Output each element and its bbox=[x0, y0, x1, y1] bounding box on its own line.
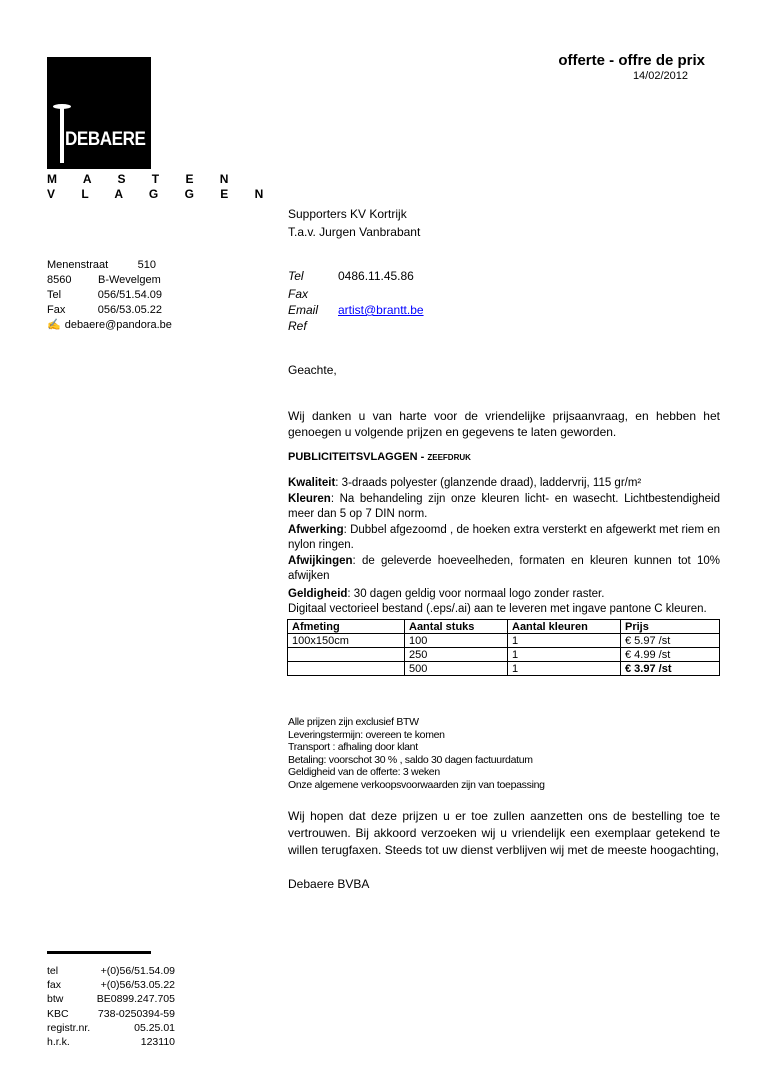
table-cell: 1 bbox=[508, 634, 621, 648]
condition-item: Geldigheid van de offerte: 3 weken bbox=[288, 766, 440, 778]
footer-details bbox=[47, 964, 175, 1049]
fax-label: Fax bbox=[47, 304, 66, 316]
document-date: 14/02/2012 bbox=[632, 70, 688, 82]
table-cell: 100 bbox=[405, 634, 508, 648]
spec-line: Afwijkingen: de geleverde hoeveelheden, formaten en kleuren kunnen tot 10% afwijken bbox=[288, 554, 720, 582]
street-number: 510 bbox=[137, 259, 156, 271]
footer-divider bbox=[47, 951, 151, 954]
document-title: offerte - offre de prix bbox=[558, 52, 705, 69]
footer-label: fax bbox=[47, 979, 62, 992]
product-title: PUBLICITEITSVLAGGEN - bbox=[288, 451, 425, 463]
table-cell: 1 bbox=[508, 662, 621, 676]
table-header: Aantal kleuren bbox=[508, 620, 621, 634]
product-heading bbox=[288, 451, 471, 463]
footer-label: btw bbox=[47, 993, 64, 1006]
table-row bbox=[288, 634, 720, 648]
footer-label: KBC bbox=[47, 1007, 69, 1020]
logo-tagline-1: M A S T E N bbox=[47, 172, 240, 186]
spec-line: Geldigheid: 30 dagen geldig voor normaal logo zonder raster. bbox=[288, 587, 605, 600]
spec-line: Kleuren: Na behandeling zijn onze kleuren licht- en wasecht. Lichtbestendigheid meer dan 5 op 7 DIN norm. bbox=[288, 492, 720, 520]
recipient-tel-label: Tel bbox=[288, 269, 304, 283]
table-header: Afmeting bbox=[288, 620, 405, 634]
logo-name: DEBAERE bbox=[65, 129, 146, 150]
footer-row bbox=[47, 1021, 175, 1035]
intro-paragraph: Wij danken u van harte voor de vriendelijke prijsaanvraag, en hebben het genoegen u volgende prijzen en gegevens te laten geworden. bbox=[288, 409, 720, 439]
table-cell bbox=[288, 662, 405, 676]
spec-line: Kwaliteit: 3-draads polyester (glanzende draad), laddervrij, 115 gr/m² bbox=[288, 477, 642, 489]
conditions-list bbox=[288, 716, 588, 791]
footer-row bbox=[47, 992, 175, 1006]
footer-value: +(0)56/51.54.09 bbox=[100, 965, 175, 977]
recipient-name: Supporters KV Kortrijk bbox=[288, 207, 407, 221]
price-table bbox=[287, 619, 720, 676]
footer-value: 738-0250394-59 bbox=[97, 1007, 175, 1020]
company-address bbox=[47, 258, 172, 333]
footer-row bbox=[47, 1007, 175, 1021]
signature: Debaere BVBA bbox=[288, 877, 370, 891]
postcode: 8560 bbox=[47, 274, 72, 286]
street-label: Menenstraat bbox=[47, 259, 109, 271]
mail-icon: ✍ bbox=[47, 319, 61, 331]
product-specs bbox=[288, 476, 720, 618]
footer-label: tel bbox=[47, 965, 59, 977]
tel-value: 056/51.54.09 bbox=[97, 289, 162, 301]
recipient-tel: 0486.11.45.86 bbox=[338, 269, 414, 283]
footer-value: BE0899.247.705 bbox=[96, 993, 175, 1006]
condition-item: Transport : afhaling door klant bbox=[288, 741, 418, 753]
table-cell: € 3.97 /st bbox=[621, 662, 720, 676]
flagpole-icon bbox=[60, 107, 64, 163]
recipient-email-label: Email bbox=[288, 303, 319, 317]
recipient-fax-label: Fax bbox=[288, 287, 309, 301]
closing-paragraph: Wij hopen dat deze prijzen u er toe zullen aanzetten ons de bestelling toe te vertrouwen. Bij akkoord verzoeken wij u vriendelijk een exemplaar getekend te willen terugfaxen. Steeds tot uw dienst verblijven wij met de meeste hoogachting, bbox=[288, 809, 720, 857]
file-note: Digitaal vectorieel bestand (.eps/.ai) aan te leveren met ingave pantone C kleuren. bbox=[288, 603, 707, 615]
table-cell: 100x150cm bbox=[288, 634, 405, 648]
footer-value: 05.25.01 bbox=[134, 1021, 175, 1034]
table-header-row bbox=[288, 620, 720, 634]
table-header: Prijs bbox=[621, 620, 720, 634]
product-subtitle: ZEEFDRUK bbox=[427, 453, 471, 462]
condition-item: Leveringstermijn: overeen te komen bbox=[288, 728, 445, 741]
table-cell bbox=[288, 648, 405, 662]
spec-line: Afwerking: Dubbel afgezoomd , de hoeken extra versterkt en afgewerkt met riem en nylon ringen. bbox=[288, 523, 720, 551]
condition-item: Onze algemene verkoopsvoorwaarden zijn van toepassing bbox=[288, 778, 545, 791]
table-row bbox=[288, 648, 720, 662]
company-email[interactable]: debaere@pandora.be bbox=[64, 319, 172, 331]
recipient-contact bbox=[288, 268, 424, 334]
footer-value: 123110 bbox=[140, 1036, 175, 1049]
table-cell: 1 bbox=[508, 648, 621, 662]
table-cell: € 5.97 /st bbox=[621, 634, 720, 648]
table-cell: € 4.99 /st bbox=[621, 648, 720, 662]
footer-label: h.r.k. bbox=[47, 1036, 70, 1049]
footer-value: +(0)56/53.05.22 bbox=[100, 979, 175, 992]
fax-value: 056/53.05.22 bbox=[97, 304, 162, 316]
city: B-Wevelgem bbox=[98, 274, 161, 286]
logo-tagline-2: V L A G G E N bbox=[47, 187, 275, 201]
table-cell: 500 bbox=[405, 662, 508, 676]
table-row bbox=[288, 662, 720, 676]
footer-label: registr.nr. bbox=[47, 1021, 91, 1034]
greeting: Geachte, bbox=[288, 363, 337, 377]
recipient-attn: T.a.v. Jurgen Vanbrabant bbox=[288, 225, 421, 239]
footer-row bbox=[47, 978, 175, 992]
condition-item: Betaling: voorschot 30 % , saldo 30 dagen factuurdatum bbox=[288, 753, 533, 766]
condition-item: Alle prijzen zijn exclusief BTW bbox=[288, 716, 419, 728]
footer-row bbox=[47, 964, 175, 978]
recipient-ref-label: Ref bbox=[288, 319, 307, 333]
footer-row bbox=[47, 1035, 175, 1049]
table-header: Aantal stuks bbox=[405, 620, 508, 634]
company-logo bbox=[47, 57, 151, 169]
recipient-email-link[interactable]: artist@brantt.be bbox=[338, 303, 424, 317]
table-cell: 250 bbox=[405, 648, 508, 662]
tel-label: Tel bbox=[47, 289, 62, 301]
recipient-block bbox=[288, 206, 420, 240]
